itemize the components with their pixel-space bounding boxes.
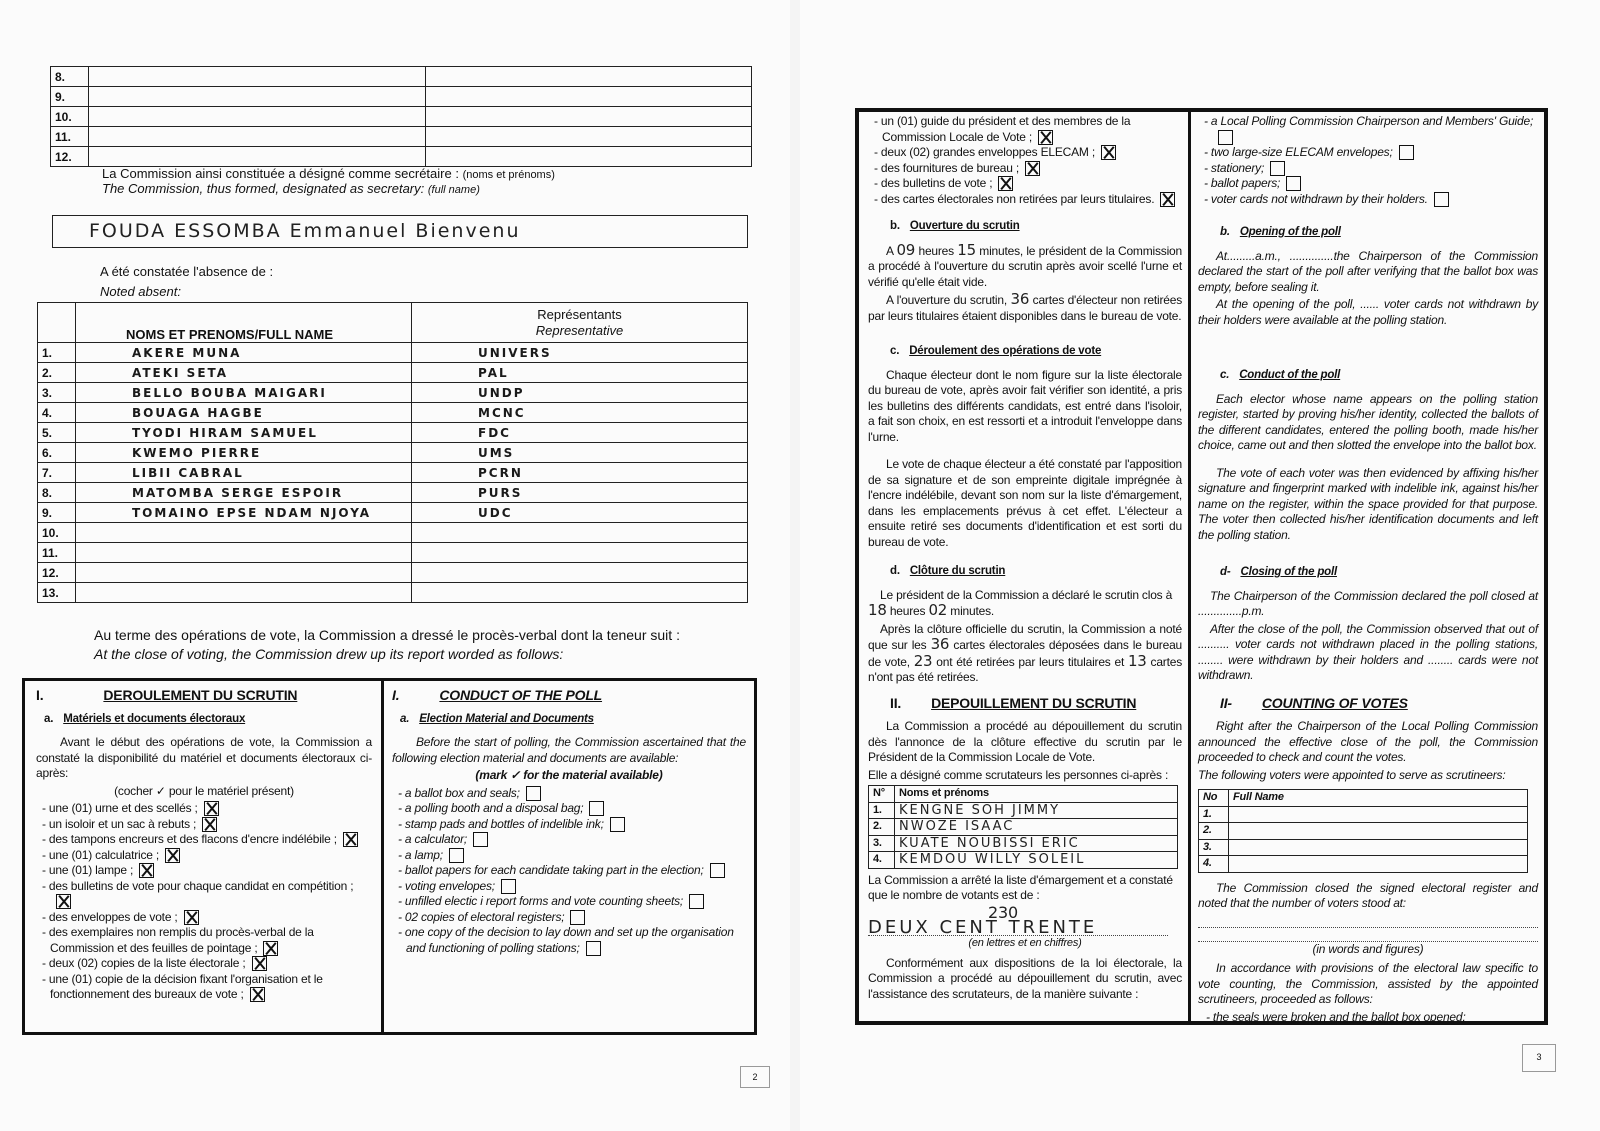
text: Le président de la Commission a déclaré le scrutin clos à bbox=[880, 587, 1173, 602]
table-row bbox=[51, 147, 752, 167]
vote-record-text: The vote of each voter was then evidenced by affixing his/her signature and fingerprint marked with indelible ink, against his/her name on the register, within the space provided for that purpose. The voter then collected his/her identification documents and left the polling station. bbox=[1198, 465, 1538, 542]
table-row bbox=[38, 443, 748, 463]
checklist-label: - une (01) urne et des scellés ; bbox=[42, 801, 198, 815]
representative[interactable] bbox=[412, 563, 748, 583]
checklist-item bbox=[36, 956, 372, 972]
col-name: Noms et prénoms bbox=[895, 786, 1178, 803]
cards-total: 36 bbox=[930, 635, 950, 653]
scrutineers-intro: The following voters were appointed to serve as scrutineers: bbox=[1198, 767, 1506, 782]
material-checklist bbox=[868, 114, 1182, 207]
opening-minutes: 15 bbox=[957, 240, 976, 259]
checklist-item bbox=[392, 817, 746, 833]
table-row bbox=[38, 483, 748, 503]
text: heures bbox=[918, 243, 954, 258]
checkbox[interactable] bbox=[473, 832, 488, 847]
checklist-label: - ballot papers; bbox=[1204, 176, 1281, 190]
table-row bbox=[38, 363, 748, 383]
section-title: DEPOUILLEMENT DU SCRUTIN bbox=[931, 694, 1137, 711]
row-number: 2. bbox=[1199, 823, 1229, 840]
page-2 bbox=[0, 0, 790, 1131]
scrutineer-name[interactable] bbox=[1229, 823, 1528, 840]
scrutineer-name[interactable]: KENGNE SOH JIMMY bbox=[895, 802, 1178, 819]
text: minutes, le président de la Commission a procédé à l'ouverture du scrutin après avoir scellé l'urne et vérifié qu'elle était vide. bbox=[868, 243, 1182, 289]
checklist-label: - ballot papers for each candidate taking part in the election; bbox=[398, 863, 704, 877]
voters-note: (en lettres et en chiffres) bbox=[968, 937, 1082, 949]
absent-name[interactable]: TOMAINO EPSE NDAM NJOYA bbox=[76, 503, 412, 523]
scrutineer-name[interactable]: KEMDOU WILLY SOLEIL bbox=[895, 852, 1178, 869]
representative[interactable]: UNDP bbox=[412, 383, 748, 403]
section-title: DEROULEMENT DU SCRUTIN bbox=[103, 687, 298, 703]
row-number: 9. bbox=[38, 503, 76, 523]
checklist-label: - une (01) calculatrice ; bbox=[42, 847, 160, 862]
checkbox[interactable] bbox=[1399, 145, 1414, 160]
cards-withdrawn: 23 bbox=[913, 651, 933, 670]
checkbox[interactable] bbox=[1270, 161, 1285, 176]
checkbox[interactable] bbox=[589, 801, 604, 816]
checklist-label: - a calculator; bbox=[398, 832, 468, 846]
row-number: 8. bbox=[51, 67, 89, 87]
absent-name[interactable]: LIBII CABRAL bbox=[76, 463, 412, 483]
checkbox[interactable] bbox=[1218, 130, 1233, 145]
counting-text: Right after the Chairperson of the Local Polling Commission announced the effective close of the poll, the Commission proceeded to check and count the votes. bbox=[1198, 719, 1538, 764]
checklist-item bbox=[392, 863, 746, 879]
checklist-item bbox=[868, 176, 1182, 192]
row-number: 12. bbox=[38, 563, 76, 583]
table-row bbox=[1199, 806, 1528, 823]
row-number: 4. bbox=[1199, 856, 1229, 873]
table-row bbox=[38, 583, 748, 603]
col-number: No bbox=[1199, 790, 1229, 807]
secretary-label-en: The Commission, thus formed, designated as secretary: bbox=[102, 181, 425, 196]
row-number: 12. bbox=[51, 147, 89, 167]
section-fr bbox=[862, 114, 1188, 1004]
row-number: 3. bbox=[869, 835, 895, 852]
checklist-item bbox=[1198, 145, 1538, 161]
checklist-item bbox=[392, 848, 746, 864]
checkbox[interactable] bbox=[710, 863, 725, 878]
check-hint: (mark ✓ for the material available) bbox=[475, 768, 663, 782]
checklist-item bbox=[1198, 161, 1538, 177]
col-number: N° bbox=[869, 786, 895, 803]
checkbox[interactable] bbox=[570, 910, 585, 925]
cell[interactable] bbox=[426, 87, 752, 107]
row-number: 6. bbox=[38, 443, 76, 463]
secretary-field[interactable] bbox=[52, 215, 748, 248]
absent-name[interactable] bbox=[76, 523, 412, 543]
scrutineer-name[interactable] bbox=[1229, 856, 1528, 873]
representative[interactable] bbox=[412, 523, 748, 543]
checklist-item bbox=[36, 910, 372, 926]
subsection-number: a. bbox=[44, 712, 54, 725]
row-number: 13. bbox=[38, 583, 76, 603]
subsection-title: Matériels et documents électoraux bbox=[63, 712, 246, 725]
cell[interactable] bbox=[426, 107, 752, 127]
absent-name[interactable]: BOUAGA HAGBE bbox=[76, 403, 412, 423]
closing-text-en: At the close of voting, the Commission drew up its report worded as follows: bbox=[94, 646, 564, 662]
checklist-item bbox=[392, 894, 746, 910]
checklist-item bbox=[868, 114, 1182, 145]
representative[interactable] bbox=[412, 543, 748, 563]
checkbox[interactable] bbox=[526, 786, 541, 801]
checkbox[interactable] bbox=[250, 987, 265, 1002]
col-number bbox=[38, 303, 76, 343]
col-name: Full Name bbox=[1229, 790, 1528, 807]
representative[interactable]: FDC bbox=[412, 423, 748, 443]
section-number: II. bbox=[890, 694, 902, 711]
checklist-label: - des tampons encreurs et des flacons d'encre indélébile ; bbox=[42, 832, 337, 846]
voters-note: (in words and figures) bbox=[1312, 941, 1424, 956]
text: minutes. bbox=[950, 604, 995, 618]
table-row bbox=[38, 523, 748, 543]
secretary-note-en: (full name) bbox=[427, 184, 480, 196]
row-number: 1. bbox=[869, 802, 895, 819]
section-title: CONDUCT OF THE POLL bbox=[439, 687, 603, 703]
cell[interactable] bbox=[426, 127, 752, 147]
table-row bbox=[869, 835, 1178, 852]
checkbox[interactable] bbox=[1025, 161, 1040, 176]
scrutineers-intro: Elle a désigné comme scrutateurs les personnes ci-après : bbox=[868, 767, 1169, 782]
checkbox[interactable] bbox=[586, 941, 601, 956]
checkbox[interactable] bbox=[1286, 176, 1301, 191]
table-row bbox=[51, 87, 752, 107]
checklist-label: - des enveloppes de vote ; bbox=[42, 909, 178, 924]
absent-table bbox=[37, 302, 748, 603]
cell[interactable] bbox=[89, 87, 426, 107]
subsection-number: d- bbox=[1220, 566, 1231, 578]
voters-field-2[interactable] bbox=[1198, 928, 1538, 942]
absent-name[interactable] bbox=[76, 563, 412, 583]
opening-hours: 09 bbox=[896, 240, 916, 259]
scrutineer-name[interactable] bbox=[1229, 839, 1528, 856]
checklist-label: - stationery; bbox=[1204, 160, 1265, 175]
table-row bbox=[1199, 839, 1528, 856]
material-checklist bbox=[1198, 114, 1538, 207]
voters-text: The Commission closed the signed electoral register and noted that the number of voters stood at: bbox=[1198, 880, 1538, 910]
table-row bbox=[869, 802, 1178, 819]
subsection-title: Clôture du scrutin bbox=[909, 565, 1006, 577]
table-row bbox=[51, 107, 752, 127]
checklist-label: - un (01) guide du président et des membres de la Commission Locale de Vote ; bbox=[874, 114, 1131, 144]
absent-name[interactable]: BELLO BOUBA MAIGARI bbox=[76, 383, 412, 403]
representative[interactable]: UMS bbox=[412, 443, 748, 463]
checklist-item bbox=[1198, 192, 1538, 208]
final-text: In accordance with provisions of the electoral law specific to vote counting, the Commission, assisted by the appointed scrutineers, proceeded as follows: bbox=[1198, 961, 1538, 1006]
text: Après la clôture officielle du scrutin, la Commission a noté que sur les bbox=[868, 621, 1182, 652]
table-row bbox=[38, 403, 748, 423]
checkbox[interactable] bbox=[1101, 145, 1116, 160]
text: A bbox=[886, 243, 894, 258]
secretary-label bbox=[102, 166, 555, 196]
checklist-label: - une (01) copie de la décision fixant l'organisation et le fonctionnement des bureaux de vote ; bbox=[42, 971, 323, 1001]
checkbox[interactable] bbox=[1434, 192, 1449, 207]
checklist-item bbox=[392, 925, 746, 956]
column-divider bbox=[381, 678, 384, 1035]
table-row bbox=[869, 852, 1178, 869]
intro-text: Avant le début des opérations de vote, la Commission a constaté la disponibilité du matériel et documents électoraux ci-après: bbox=[36, 735, 372, 780]
cell[interactable] bbox=[89, 147, 426, 167]
text: cartes d'électeur non retirées par leurs titulaires étaient disponibles dans le bureau de vote. bbox=[868, 293, 1182, 323]
intro-text: Before the start of polling, the Commission ascertained that the following election material and documents are available: bbox=[392, 735, 746, 765]
voters-text: La Commission a arrêté la liste d'émargement et a constaté que le nombre de votants est de : bbox=[868, 872, 1173, 902]
representative[interactable]: UNIVERS bbox=[412, 343, 748, 363]
checklist-label: - a lamp; bbox=[398, 847, 443, 862]
page-number: 2 bbox=[740, 1066, 770, 1088]
row-number: 10. bbox=[38, 523, 76, 543]
absent-name[interactable]: MATOMBA SERGE ESPOIR bbox=[76, 483, 412, 503]
col-rep-en: Representative bbox=[535, 322, 624, 338]
checkbox[interactable] bbox=[1160, 192, 1175, 207]
absent-name[interactable] bbox=[76, 543, 412, 563]
row-number: 2. bbox=[869, 819, 895, 836]
checklist-label: - two large-size ELECAM envelopes; bbox=[1204, 145, 1393, 159]
closing-minutes: 02 bbox=[928, 601, 948, 619]
table-row bbox=[869, 819, 1178, 836]
final-text: Conformément aux dispositions de la loi électorale, la Commission a procédé au dépouillement du scrutin, avec l'assistance des scrutateurs, de la manière suivante : bbox=[868, 955, 1182, 1001]
checklist-item bbox=[36, 863, 372, 879]
table-row bbox=[38, 343, 748, 363]
absent-name[interactable]: TYODI HIRAM SAMUEL bbox=[76, 423, 412, 443]
subsection-number: b. bbox=[1220, 226, 1230, 238]
checkbox[interactable] bbox=[204, 801, 219, 816]
checklist-label: - deux (02) copies de la liste électorale ; bbox=[42, 956, 246, 970]
subsection-number: d. bbox=[890, 565, 900, 577]
section-en bbox=[386, 684, 752, 956]
checklist-label: - des fournitures de bureau ; bbox=[874, 160, 1019, 175]
counting-text: La Commission a procédé au dépouillement du scrutin dès l'annonce de la clôture effective du scrutin par le Président de la Commission Locale de Vote. bbox=[868, 719, 1182, 764]
checklist-item bbox=[1198, 114, 1538, 145]
row-number: 7. bbox=[38, 463, 76, 483]
row-number: 2. bbox=[38, 363, 76, 383]
row-number: 8. bbox=[38, 483, 76, 503]
checkbox[interactable] bbox=[449, 848, 464, 863]
row-number: 3. bbox=[38, 383, 76, 403]
col-rep-fr: Représentants bbox=[537, 306, 622, 322]
col-full-name: NOMS ET PRENOMS/FULL NAME bbox=[76, 303, 412, 343]
secretary-label-fr: La Commission ainsi constituée a désigné comme secrétaire : bbox=[102, 166, 459, 181]
scrutineers-table-fr bbox=[868, 785, 1178, 869]
material-checklist bbox=[36, 801, 372, 1003]
checkbox[interactable] bbox=[501, 879, 516, 894]
representative[interactable] bbox=[412, 583, 748, 603]
scrutineer-name[interactable]: KUATE NOUBISSI ERIC bbox=[895, 835, 1178, 852]
closing-text-fr: Au terme des opérations de vote, la Commission a dressé le procès-verbal dont la teneur suit : bbox=[94, 627, 680, 643]
voters-figure: 230 bbox=[988, 902, 1018, 922]
table-row bbox=[38, 383, 748, 403]
checklist-item bbox=[868, 161, 1182, 177]
cell[interactable] bbox=[426, 147, 752, 167]
opening-cards-text: At the opening of the poll, ...... voter cards not withdrawn by their holders were available at the polling station. bbox=[1198, 297, 1538, 327]
checklist-item bbox=[36, 925, 372, 956]
absent-name[interactable]: ATEKI SETA bbox=[76, 363, 412, 383]
row-number: 1. bbox=[1199, 806, 1229, 823]
checkbox[interactable] bbox=[184, 910, 199, 925]
subsection-title: Closing of the poll bbox=[1240, 566, 1337, 578]
checklist-label: - un isoloir et un sac à rebuts ; bbox=[42, 816, 197, 831]
checklist-item bbox=[1198, 176, 1538, 192]
seals-text: - the seals were broken and the ballot box opened; bbox=[1206, 1009, 1466, 1024]
checkbox[interactable] bbox=[56, 894, 71, 909]
checkbox[interactable] bbox=[139, 863, 154, 878]
conduct-text: Each elector whose name appears on the polling station register, started by proving his/her identity, collected the ballots of the different candidates, entered the polling booth, made his/her choice, came out and then slotted the envelope into the ballot box. bbox=[1198, 391, 1538, 452]
cards-not-withdrawn: 13 bbox=[1127, 651, 1147, 670]
checklist-label: - une (01) lampe ; bbox=[42, 863, 134, 877]
col-representative bbox=[412, 303, 748, 343]
checkbox[interactable] bbox=[252, 956, 267, 971]
checklist-item bbox=[36, 817, 372, 833]
checklist-item bbox=[392, 786, 746, 802]
table-row bbox=[51, 127, 752, 147]
section-number: I. bbox=[36, 687, 44, 703]
scrutineer-name[interactable] bbox=[1229, 806, 1528, 823]
checklist-item bbox=[392, 832, 746, 848]
opening-text: At.........a.m., ..............the Chairperson of the Commission declared the start of the poll after verifying that the ballot box was empty, before sealing it. bbox=[1198, 248, 1538, 294]
scrutineer-name[interactable]: NWOZE ISAAC bbox=[895, 819, 1178, 836]
secretary-note-fr: (noms et prénoms) bbox=[462, 169, 555, 181]
subsection-title: Conduct of the poll bbox=[1239, 369, 1341, 381]
checkbox[interactable] bbox=[689, 894, 704, 909]
checkbox[interactable] bbox=[165, 848, 180, 863]
checklist-label: - des exemplaires non remplis du procès-verbal de la Commission et des feuilles de pointage ; bbox=[42, 925, 314, 955]
subsection-number: c. bbox=[1220, 369, 1230, 381]
row-number: 4. bbox=[38, 403, 76, 423]
absent-name[interactable]: AKERE MUNA bbox=[76, 343, 412, 363]
checkbox[interactable] bbox=[1038, 130, 1053, 145]
table-row bbox=[38, 423, 748, 443]
text: cartes n'ont pas été retirées. bbox=[868, 654, 1182, 684]
checklist-label: - a ballot box and seals; bbox=[398, 785, 520, 800]
cell[interactable] bbox=[426, 67, 752, 87]
text: A l'ouverture du scrutin, bbox=[886, 293, 1008, 307]
closing-cards-text: After the close of the poll, the Commission observed that out of .......... voter cards not withdrawn placed in the polling stations, ........ were withdrawn by their holders and ........ cards were not withdrawn. bbox=[1198, 621, 1538, 682]
page-3 bbox=[800, 0, 1600, 1131]
cell[interactable] bbox=[89, 107, 426, 127]
checklist-label: - des bulletins de vote ; bbox=[874, 176, 993, 190]
checklist-label: - a polling booth and a disposal bag; bbox=[398, 801, 584, 815]
representative[interactable]: PURS bbox=[412, 483, 748, 503]
representative[interactable]: MCNC bbox=[412, 403, 748, 423]
section-en bbox=[1192, 114, 1544, 1027]
cell[interactable] bbox=[89, 67, 426, 87]
check-hint: (cocher ✓ pour le matériel présent) bbox=[114, 783, 294, 798]
checklist-item bbox=[36, 832, 372, 848]
material-checklist bbox=[392, 786, 746, 957]
commission-members-table bbox=[50, 66, 752, 167]
checklist-label: - voter cards not withdrawn by their holders. bbox=[1204, 191, 1428, 206]
row-number: 11. bbox=[38, 543, 76, 563]
scrutineers-table-en bbox=[1198, 789, 1528, 873]
checklist-item bbox=[36, 972, 372, 1003]
checklist-label: - deux (02) grandes enveloppes ELECAM ; bbox=[874, 145, 1095, 159]
checklist-item bbox=[392, 910, 746, 926]
subsection-title: Election Material and Documents bbox=[419, 712, 594, 725]
checkbox[interactable] bbox=[610, 817, 625, 832]
subsection-number: c. bbox=[890, 345, 900, 357]
checklist-label: - a Local Polling Commission Chairperson and Members' Guide; bbox=[1204, 114, 1534, 128]
row-number: 1. bbox=[38, 343, 76, 363]
voters-words: DEUX CENT TRENTE bbox=[868, 920, 1168, 937]
checklist-item bbox=[36, 801, 372, 817]
row-number: 11. bbox=[51, 127, 89, 147]
checklist-item bbox=[36, 879, 372, 910]
row-number: 9. bbox=[51, 87, 89, 107]
table-row bbox=[38, 543, 748, 563]
section-title: COUNTING OF VOTES bbox=[1261, 694, 1408, 711]
checkbox[interactable] bbox=[263, 941, 278, 956]
secretary-name: FOUDA ESSOMBA Emmanuel Bienvenu bbox=[89, 220, 521, 242]
section-fr bbox=[30, 684, 378, 1003]
checklist-label: - 02 copies of electoral registers; bbox=[398, 909, 565, 924]
checklist-label: - unfilled electic i report forms and vote counting sheets; bbox=[398, 894, 684, 908]
table-row bbox=[38, 503, 748, 523]
representative[interactable]: PAL bbox=[412, 363, 748, 383]
conduct-text: Chaque électeur dont le nom figure sur la liste électorale du bureau de vote, après avoir fait vérifier son identité, a pris les bulletins des différents candidats, est entré dans l'isoloir, a fait son choix, en est ressorti et a introduit l'enveloppe dans l'urne. bbox=[868, 367, 1182, 444]
checkbox[interactable] bbox=[202, 817, 217, 832]
subsection-number: b. bbox=[890, 220, 900, 232]
section-number: I. bbox=[392, 687, 400, 703]
column-divider bbox=[1188, 108, 1191, 1025]
checklist-item bbox=[36, 848, 372, 864]
opening-cards: 36 bbox=[1010, 290, 1030, 308]
absent-name[interactable]: KWEMO PIERRE bbox=[76, 443, 412, 463]
page-number: 3 bbox=[1522, 1044, 1556, 1072]
row-number: 3. bbox=[1199, 839, 1229, 856]
checkbox[interactable] bbox=[998, 176, 1013, 191]
checklist-label: - voting envelopes; bbox=[398, 878, 495, 893]
row-number: 10. bbox=[51, 107, 89, 127]
table-row bbox=[38, 563, 748, 583]
checklist-item bbox=[392, 879, 746, 895]
absent-label-en: Noted absent: bbox=[100, 284, 181, 299]
table-row bbox=[51, 67, 752, 87]
subsection-title: Déroulement des opérations de vote bbox=[909, 345, 1102, 357]
absent-name[interactable] bbox=[76, 583, 412, 603]
subsection-title: Opening of the poll bbox=[1239, 226, 1341, 238]
subsection-number: a. bbox=[400, 712, 410, 725]
closing-hours: 18 bbox=[868, 601, 887, 619]
text: heures bbox=[889, 604, 926, 618]
closing-text: The Chairperson of the Commission declared the poll closed at ..............p.m. bbox=[1198, 588, 1538, 618]
checklist-label: - des bulletins de vote pour chaque candidat en compétition ; bbox=[42, 878, 354, 893]
table-row bbox=[38, 463, 748, 483]
checklist-item bbox=[392, 801, 746, 817]
checklist-label: - one copy of the decision to lay down and set up the organisation and functioning of polling stations; bbox=[398, 925, 734, 955]
representative[interactable]: UDC bbox=[412, 503, 748, 523]
table-row bbox=[1199, 856, 1528, 873]
cell[interactable] bbox=[89, 127, 426, 147]
checklist-item bbox=[868, 192, 1182, 208]
vote-record-text: Le vote de chaque électeur a été constaté par l'apposition de sa signature et de son empreinte digitale imprégnée à l'encre indélébile, devant son nom sur la liste d'émargement, dans les emplacements prévus à cet effet. L'électeur a ensuite retiré ses documents d'identification et est sorti du bureau de vote. bbox=[868, 457, 1182, 549]
checklist-label: - des cartes électorales non retirées par leurs titulaires. bbox=[874, 191, 1155, 206]
checklist-item bbox=[868, 145, 1182, 161]
text: ont été retirées par leurs titulaires et bbox=[936, 654, 1125, 669]
table-row bbox=[1199, 823, 1528, 840]
subsection-title: Ouverture du scrutin bbox=[909, 220, 1020, 232]
text: cartes électorales déposées dans le bureau de vote, bbox=[868, 638, 1183, 669]
representative[interactable]: PCRN bbox=[412, 463, 748, 483]
row-number: 5. bbox=[38, 423, 76, 443]
row-number: 4. bbox=[869, 852, 895, 869]
voters-field-1[interactable] bbox=[1198, 914, 1538, 928]
checklist-label: - stamp pads and bottles of indelible ink; bbox=[398, 816, 604, 831]
checkbox[interactable] bbox=[343, 832, 358, 847]
section-number: II- bbox=[1220, 694, 1232, 711]
absent-label-fr: A été constatée l'absence de : bbox=[100, 264, 274, 279]
